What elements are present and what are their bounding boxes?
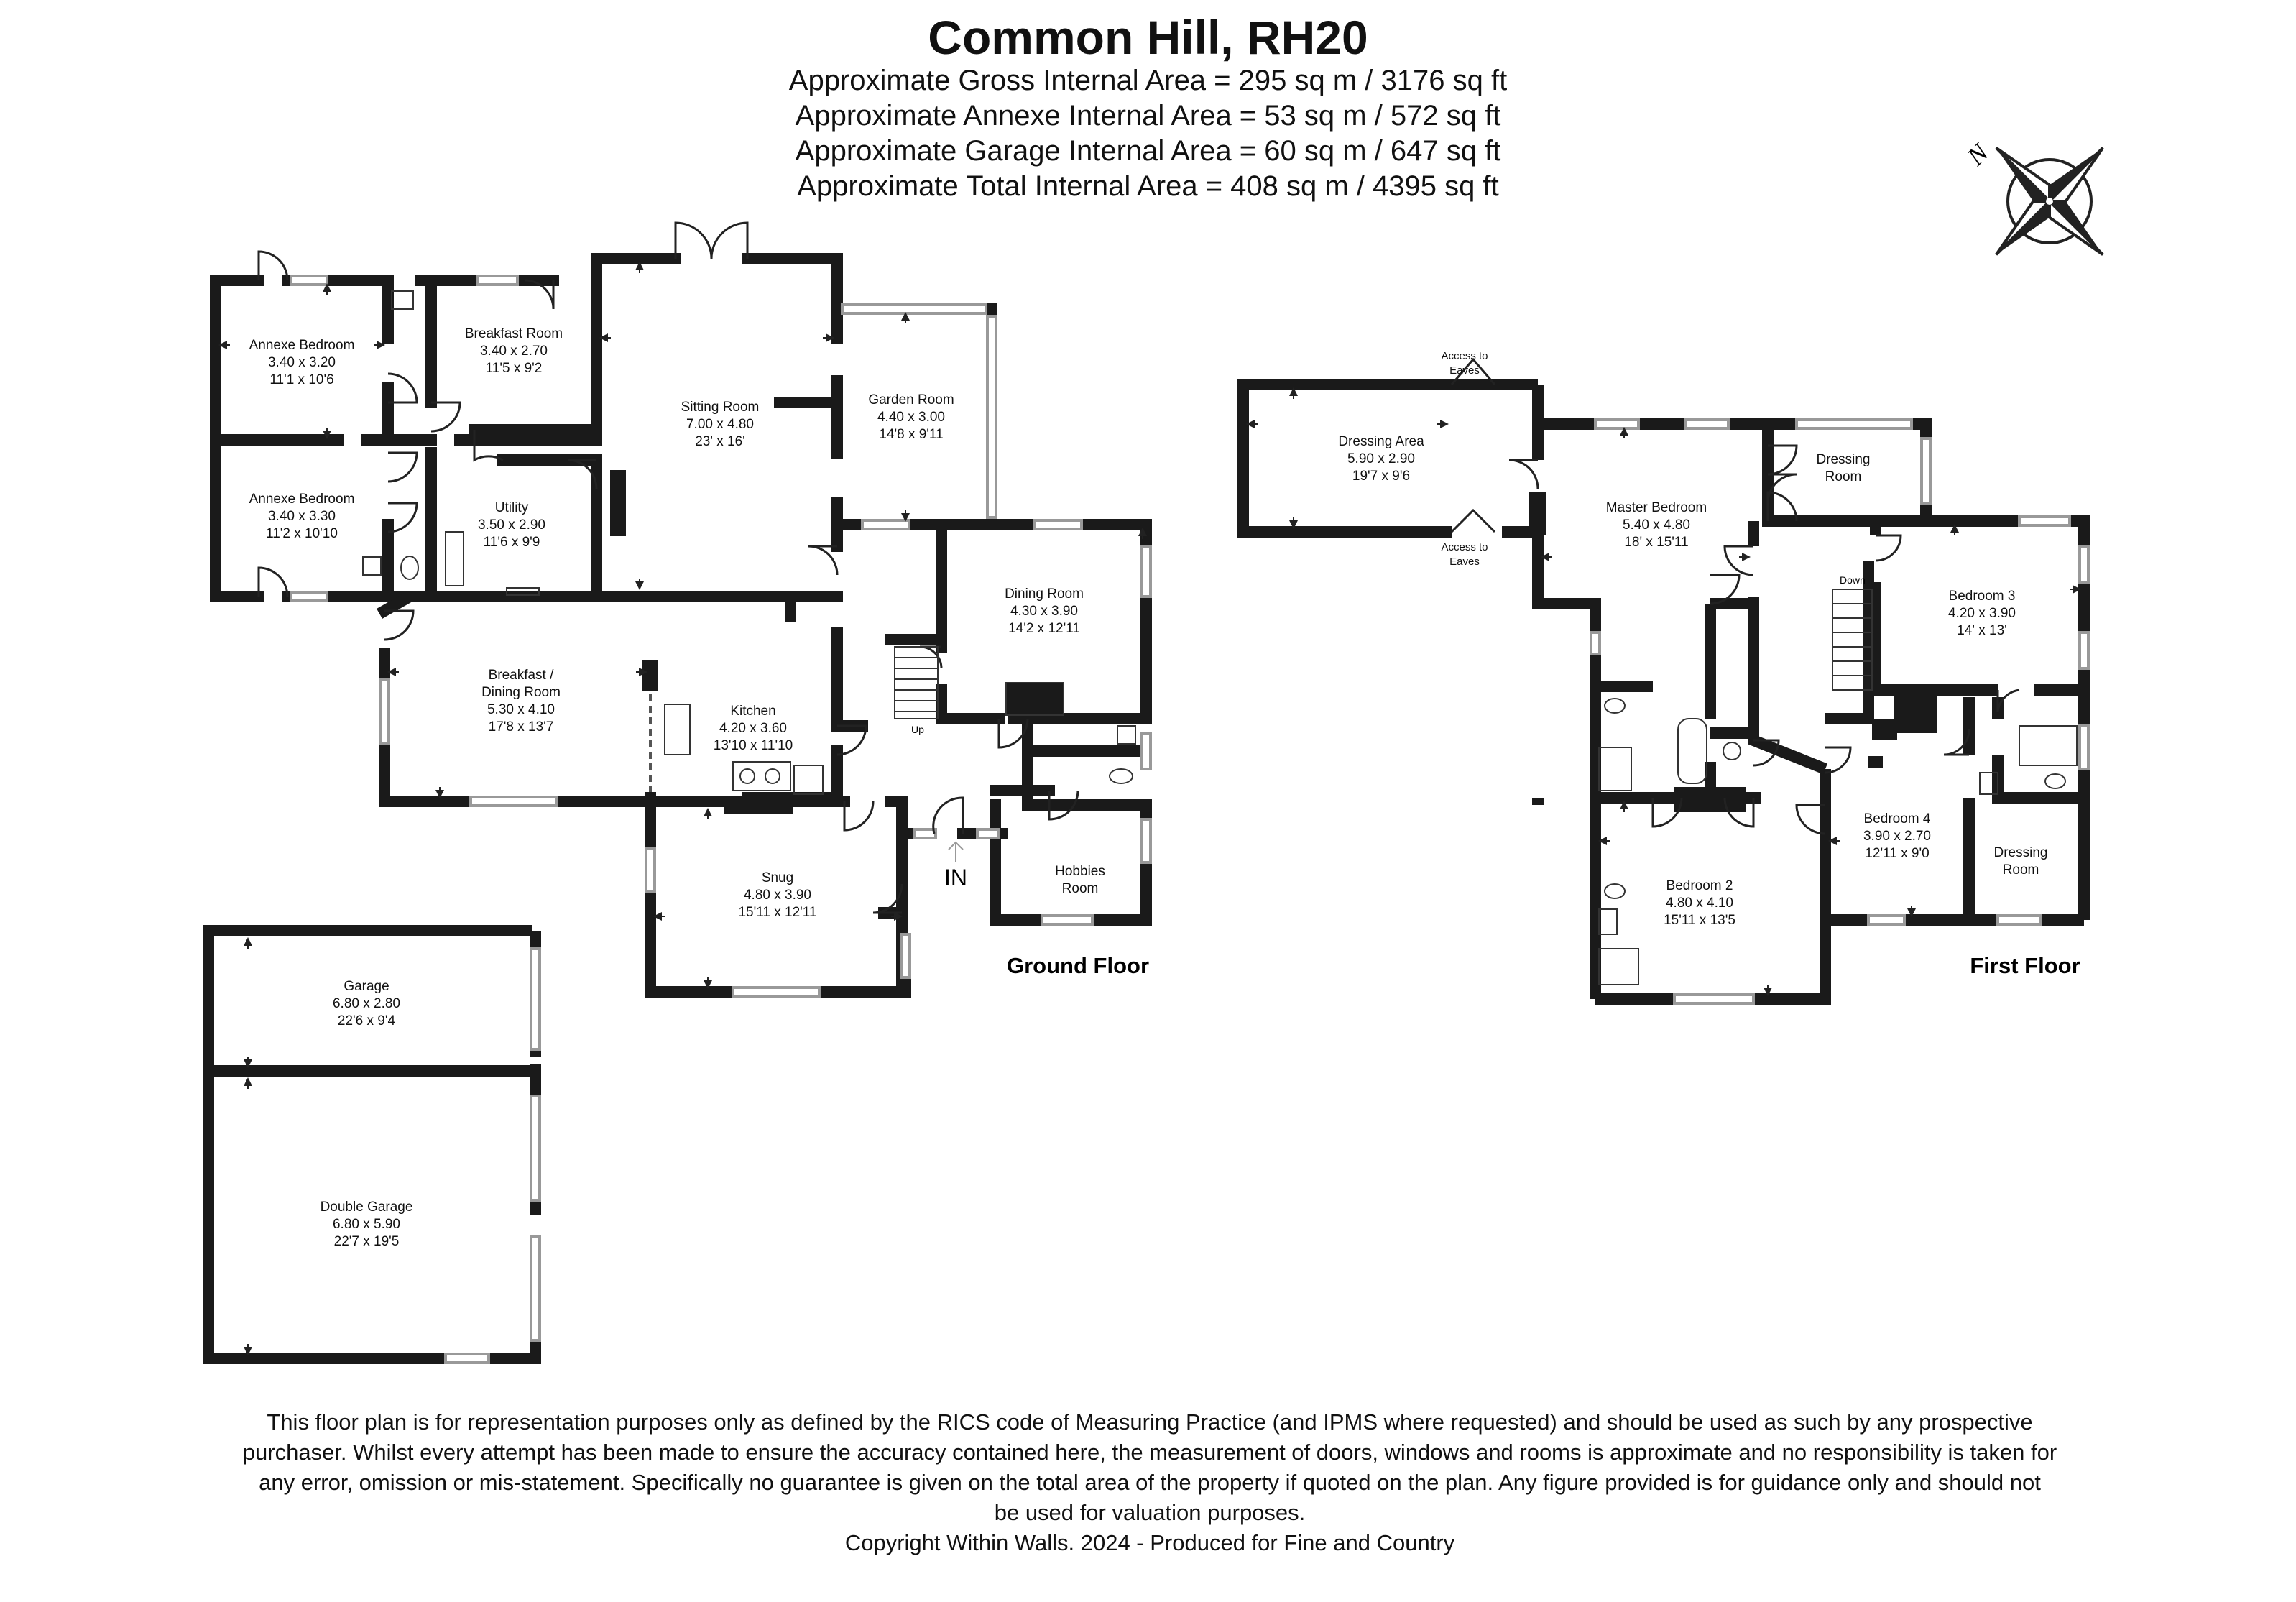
snug-name: Snug — [761, 870, 794, 885]
dressing-area-imperial: 19'7 x 9'6 — [1352, 469, 1411, 484]
entrance-arrow-icon — [949, 842, 963, 862]
dining-room-metric: 4.30 x 3.90 — [1010, 604, 1079, 619]
garage-doors — [446, 949, 540, 1363]
breakfast-room-name: Breakfast Room — [464, 326, 563, 341]
kitchen-imperial: 13'10 x 11'10 — [713, 738, 793, 753]
sitting-room-name: Sitting Room — [681, 400, 760, 415]
ground-floor-label: Ground Floor — [1006, 953, 1150, 978]
bedroom-4-imperial: 12'11 x 9'0 — [1865, 846, 1930, 861]
dressing-room-1-name-1: Dressing — [1816, 452, 1871, 467]
copyright-line: Copyright Within Walls. 2024 - Produced for Fine and Country — [844, 1530, 1455, 1555]
eaves-bottom-line-1: Access to — [1441, 541, 1488, 553]
dining-room-imperial: 14'2 x 12'11 — [1008, 621, 1080, 636]
total-area-text: Approximate Total Internal Area = 408 sq m / 4395 sq ft — [797, 170, 1499, 202]
annexe-bedroom-2-name: Annexe Bedroom — [249, 492, 355, 507]
master-bedroom-imperial: 18' x 15'11 — [1624, 535, 1689, 550]
utility-metric: 3.50 x 2.90 — [477, 517, 546, 533]
garden-room-name: Garden Room — [868, 392, 954, 408]
dressing-room-2-name-1: Dressing — [1993, 845, 2048, 860]
garden-room-metric: 4.40 x 3.00 — [877, 410, 946, 425]
compass-icon — [1943, 95, 2157, 308]
bedroom-3-imperial: 14' x 13' — [1957, 623, 2007, 638]
double-garage-metric: 6.80 x 5.90 — [332, 1217, 401, 1232]
annexe-bedroom-2-metric: 3.40 x 3.30 — [267, 509, 336, 524]
garage-area-text: Approximate Garage Internal Area = 60 sq m / 647 sq ft — [795, 135, 1501, 167]
bedroom-4-metric: 3.90 x 2.70 — [1863, 829, 1932, 844]
ground-windows — [291, 276, 1151, 996]
plan-title: Common Hill, RH20 — [928, 11, 1368, 64]
annexe-area-text: Approximate Annexe Internal Area = 53 sq m / 572 sq ft — [795, 100, 1501, 132]
disclaimer — [144, 1407, 2156, 1558]
garage-name: Garage — [344, 979, 389, 994]
breakfast-dining-name-1: Breakfast / — [488, 668, 554, 683]
dressing-room-1-name-2: Room — [1825, 469, 1862, 484]
first-stairs-down-label: Down — [1840, 574, 1866, 586]
snug-imperial: 15'11 x 12'11 — [738, 905, 817, 920]
breakfast-dining-metric: 5.30 x 4.10 — [487, 702, 555, 717]
disclaimer-line-1: This floor plan is for representation purposes only as defined by the RICS code of Measuring Practice (and IPMS where requested) and should be used as such by any prospective — [267, 1409, 2033, 1435]
dressing-room-2-name-2: Room — [2002, 862, 2039, 878]
breakfast-dining-name-2: Dining Room — [481, 685, 561, 700]
double-garage-name: Double Garage — [320, 1200, 413, 1215]
eaves-top-line-2: Eaves — [1449, 364, 1480, 377]
hobbies-room-name-1: Hobbies — [1055, 864, 1105, 879]
breakfast-dining-imperial: 17'8 x 13'7 — [488, 719, 554, 735]
kitchen-metric: 4.20 x 3.60 — [719, 721, 788, 736]
disclaimer-line-2: purchaser. Whilst every attempt has been made to ensure the accuracy contained here, the measurement of doors, windows and rooms is approximate and no responsibility is taken for — [242, 1440, 2057, 1465]
sitting-room-imperial: 23' x 16' — [695, 434, 745, 449]
bedroom-3-name: Bedroom 3 — [1948, 589, 2016, 604]
dressing-area-name: Dressing Area — [1338, 434, 1424, 449]
ground-room-labels — [249, 326, 1105, 1249]
master-bedroom-metric: 5.40 x 4.80 — [1622, 517, 1691, 533]
kitchen-name: Kitchen — [730, 704, 776, 719]
bedroom-4-name: Bedroom 4 — [1863, 811, 1931, 827]
garden-room-imperial: 14'8 x 9'11 — [879, 427, 944, 442]
ground-dimension-arrows — [223, 266, 1143, 985]
garage-walls — [208, 931, 535, 1358]
bedroom-3-metric: 4.20 x 3.90 — [1947, 606, 2016, 621]
bedroom-2-imperial: 15'11 x 13'5 — [1664, 913, 1735, 928]
disclaimer-line-4: be used for valuation purposes. — [994, 1500, 1306, 1525]
bedroom-2-metric: 4.80 x 4.10 — [1665, 896, 1734, 911]
eaves-bottom-line-2: Eaves — [1449, 556, 1480, 568]
annexe-bedroom-1-name: Annexe Bedroom — [249, 338, 355, 353]
ground-stairs — [895, 647, 938, 719]
garage-metric: 6.80 x 2.80 — [332, 996, 401, 1011]
utility-imperial: 11'6 x 9'9 — [483, 535, 540, 550]
annexe-bedroom-1-imperial: 11'1 x 10'6 — [269, 372, 334, 387]
bedroom-2-name: Bedroom 2 — [1666, 878, 1733, 893]
disclaimer-line-3: any error, omission or mis-statement. Specifically no guarantee is given on the total area of the property if quoted on the plan. Any figure provided is for guidance only and should not — [259, 1470, 2041, 1495]
breakfast-room-imperial: 11'5 x 9'2 — [485, 361, 543, 376]
ground-stairs-up-label: Up — [911, 724, 924, 735]
dressing-area-metric: 5.90 x 2.90 — [1347, 451, 1416, 466]
dining-room-name: Dining Room — [1005, 586, 1084, 602]
eaves-top-line-1: Access to — [1441, 350, 1488, 362]
gross-area-text: Approximate Gross Internal Area = 295 sq m / 3176 sq ft — [788, 65, 1508, 96]
utility-name: Utility — [494, 500, 529, 515]
hobbies-room-name-2: Room — [1061, 881, 1099, 896]
sitting-room-metric: 7.00 x 4.80 — [686, 417, 755, 432]
master-bedroom-name: Master Bedroom — [1605, 500, 1707, 515]
double-garage-imperial: 22'7 x 19'5 — [333, 1234, 400, 1249]
annexe-bedroom-2-imperial: 11'2 x 10'10 — [266, 526, 338, 541]
compass-north-label: N — [1961, 138, 1994, 171]
breakfast-room-metric: 3.40 x 2.70 — [479, 344, 548, 359]
first-room-labels — [1338, 350, 2047, 928]
first-floor-label: First Floor — [1970, 953, 2080, 978]
snug-metric: 4.80 x 3.90 — [743, 888, 812, 903]
ground-floor-walls — [216, 259, 1146, 992]
garage-imperial: 22'6 x 9'4 — [337, 1013, 396, 1028]
entrance-label: IN — [944, 865, 967, 890]
annexe-bedroom-1-metric: 3.40 x 3.20 — [267, 355, 336, 370]
